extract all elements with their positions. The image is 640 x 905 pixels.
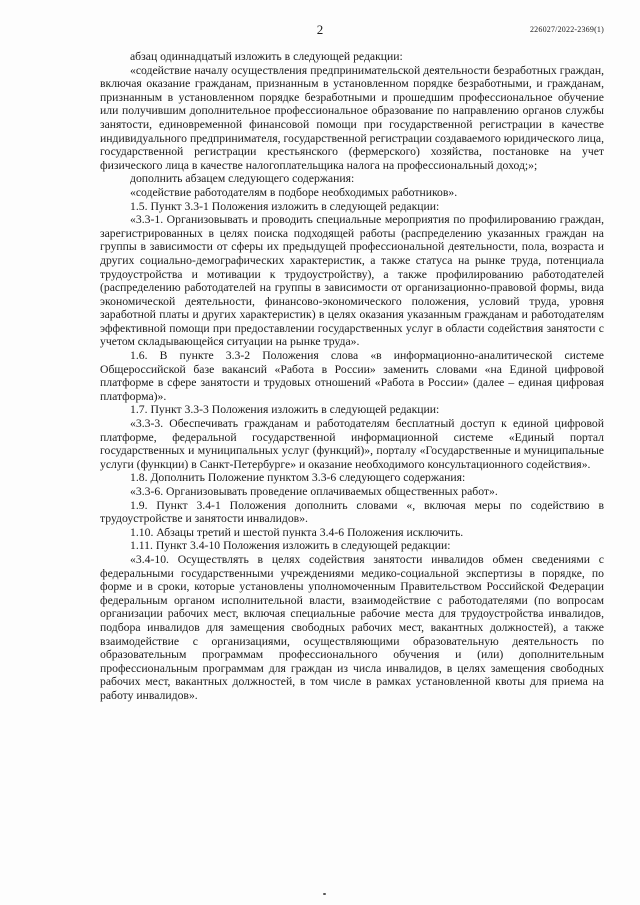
paragraph: абзац одиннадцатый изложить в следующей редакции: bbox=[130, 50, 403, 63]
document-id: 226027/2022-2369(1) bbox=[529, 25, 604, 34]
paragraph: 1.6. В пункте 3.3-2 Положения слова «в информационно-аналитической системе Общероссийской базе вакансий «Работа в России» заменить словами «на Единой цифровой платформе в сфере занятости и трудовых отношений «Работа в России» (далее – единая цифровая платформа)». bbox=[100, 349, 604, 403]
paragraph: 1.9. Пункт 3.4-1 Положения дополнить словами «, включая меры по содействию в трудоустройстве и занятости инвалидов». bbox=[100, 498, 604, 526]
paragraph: 1.5. Пункт 3.3-1 Положения изложить в следующей редакции: bbox=[130, 199, 440, 213]
paragraph: «содействие работодателям в подборе необходимых работников». bbox=[130, 185, 458, 199]
paragraph: «3.4-10. Осуществлять в целях содействия занятости инвалидов обмен сведениями с федеральными государственными учреждениями медико-социальной экспертизы в порядке, по форме и в сроки, которые установлены уполномоченным Правительством Российской Федерации федеральным органом исполнительной власти, взаимодействие с работодателями (по вопросам организации рабочих мест, включая специальные рабочие места для трудоустройства инвалидов, подбора инвалидов для замещения свободных рабочих мест, вакантных должностей), а также взаимодействие с организациями, осуществляющими образовательную деятельность по образовательным программам профессионального обучения и (или) дополнительным профессиональным программам для граждан из числа инвалидов, в целях замещения свободных рабочих мест, вакантных должностей, в том числе в рамках установленной квоты для приема на работу инвалидов». bbox=[100, 552, 604, 702]
paragraph: дополнить абзацем следующего содержания: bbox=[130, 172, 355, 186]
paragraph: 1.8. Дополнить Положение пунктом 3.3-6 следующего содержания: bbox=[130, 471, 466, 485]
document-body bbox=[100, 50, 604, 703]
paragraph: «3.3-3. Обеспечивать гражданам и работодателям бесплатный доступ к единой цифровой платформе, федеральной государственной информационной системе «Единый портал государственных и муниципальных услуг (функций)», порталу «Государственные и муниципальные услуги (функции) в Санкт-Петербурге» и оказание необходимого консультационного содействия». bbox=[100, 417, 604, 471]
page-number: 2 bbox=[316, 22, 324, 37]
paragraph: «3.3-6. Организовывать проведение оплачиваемых общественных работ». bbox=[130, 485, 498, 498]
scan-mark bbox=[323, 893, 326, 895]
paragraph: 1.11. Пункт 3.4-10 Положения изложить в следующей редакции: bbox=[130, 539, 451, 553]
paragraph: 1.7. Пункт 3.3-3 Положения изложить в следующей редакции: bbox=[130, 403, 440, 417]
paragraph: «содействие началу осуществления предпринимательской деятельности безработных граждан, включая оказание гражданам, признанным в установленном порядке безработными, и гражданам, признанным в установленном порядке безработными и прошедшим профессиональное обучение или получившим дополнительное профессиональное образование по направлению органов службы занятости, единовременной финансовой помощи при государственной регистрации в качестве индивидуального предпринимателя, государственной регистрации создаваемого юридического лица, государственной регистрации крестьянского (фермерского) хозяйства, постановке на учет физического лица в качестве налогоплательщика налога на профессиональный доход;»; bbox=[100, 63, 604, 172]
paragraph: «3.3-1. Организовывать и проводить специальные мероприятия по профилированию граждан, зарегистрированных в целях поиска подходящей работы (распределению указанных граждан на группы в зависимости от сферы их предыдущей профессиональной деятельности, пола, возраста и других социально-демографических характеристик, а также статуса на рынке труда, потенциала трудоустройства и мотивации к трудоустройству), а также профилированию работодателей (распределению работодателей на группы в зависимости от организационно-правовой формы, вида экономической деятельности, финансово-экономического положения, условий труда, уровня заработной платы и других характеристик) в целях оказания указанным гражданам и работодателям эффективной помощи при предоставлении государственных услуг в области содействия занятости с учетом складывающейся ситуации на рынке труда». bbox=[100, 213, 604, 349]
paragraph: 1.10. Абзацы третий и шестой пункта 3.4-6 Положения исключить. bbox=[130, 525, 464, 539]
